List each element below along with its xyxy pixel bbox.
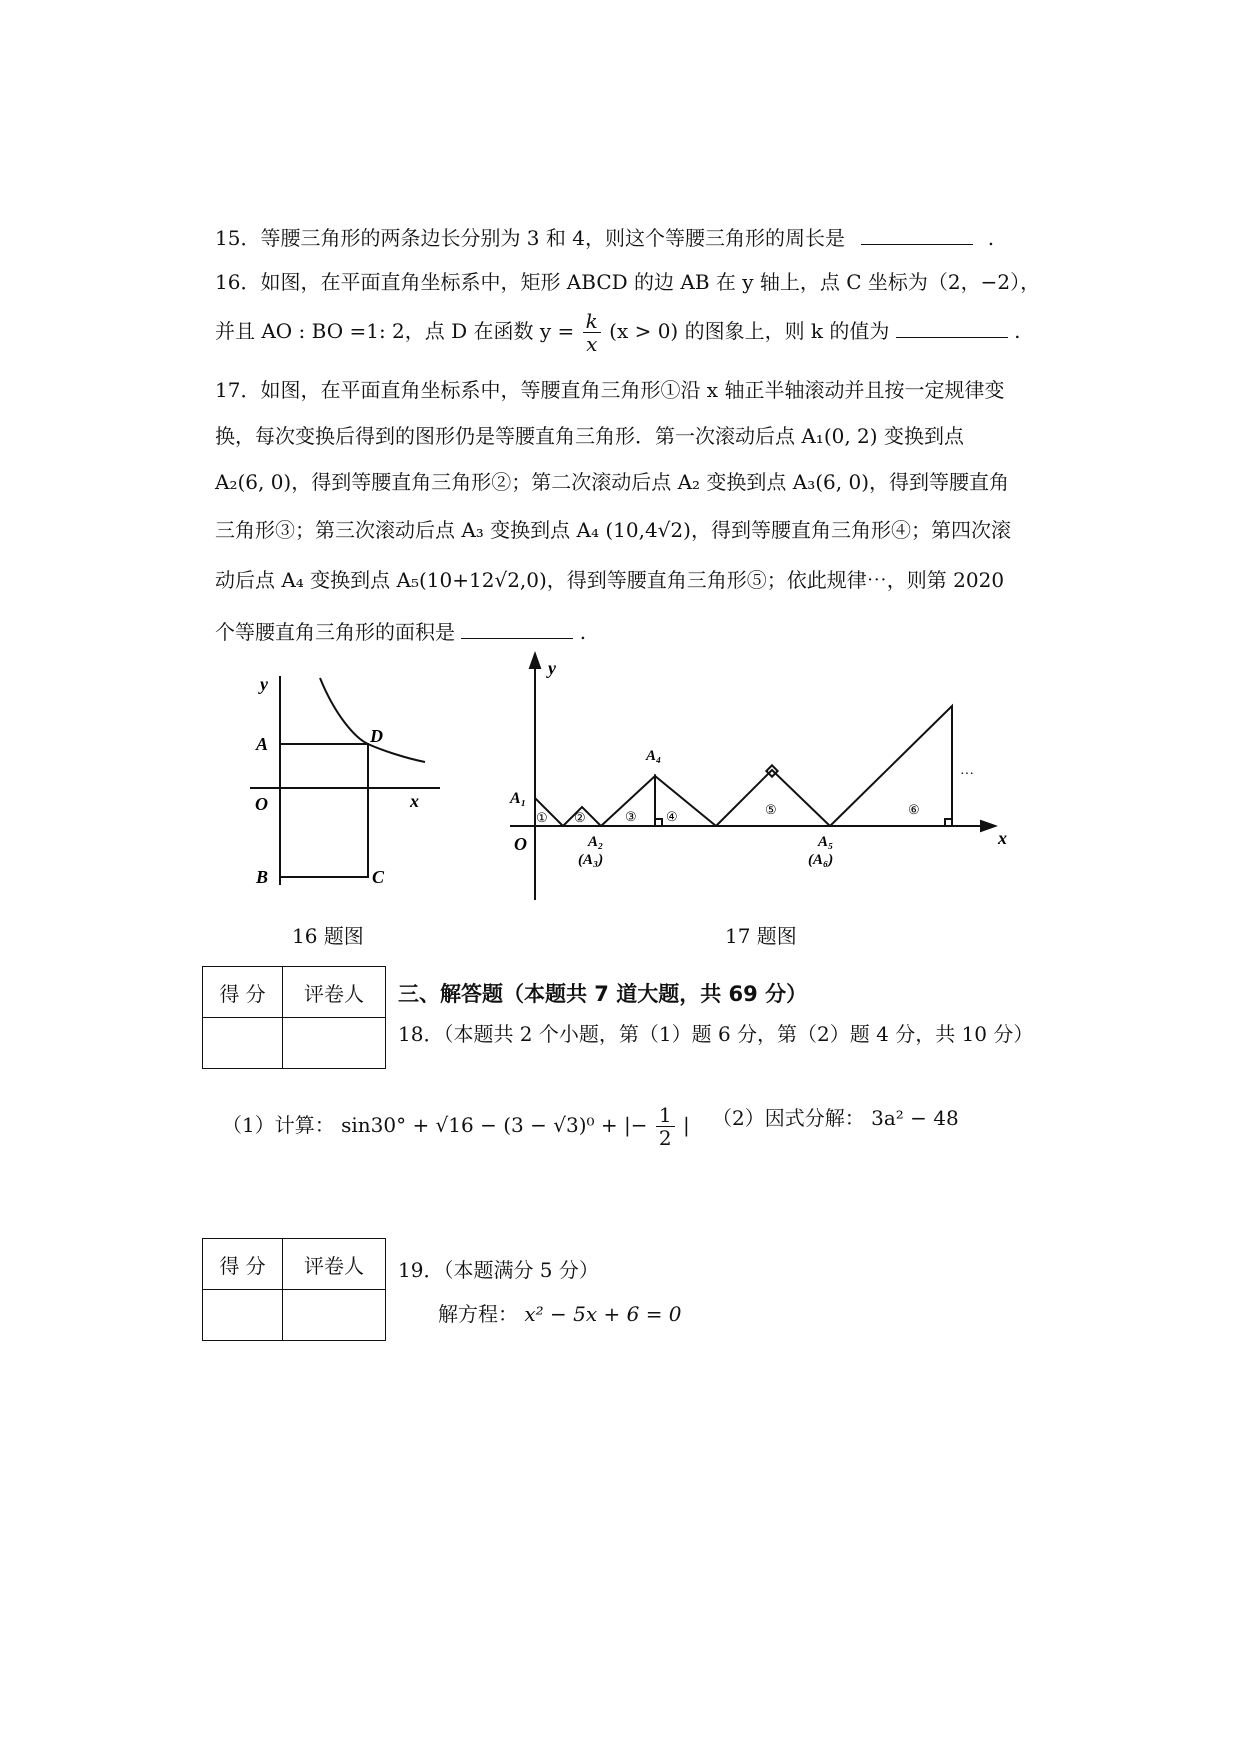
q17-answer-blank[interactable] [461, 616, 573, 639]
fig17-label-a4: A₄ [646, 748, 662, 764]
q18-p2-expr: 3a² − 48 [871, 1106, 959, 1130]
score-box-1-header-grader: 评卷人 [283, 967, 386, 1018]
section-3-title: 三、解答题（本题共 7 道大题，共 69 分） [398, 982, 808, 1006]
q18-p1-frac-num: 1 [656, 1104, 675, 1127]
q18-p1-expr-b: | [682, 1113, 690, 1137]
fig17-caption: 17 题图 [725, 924, 797, 948]
question-17-line3: A₂(6, 0)，得到等腰直角三角形②；第二次滚动后点 A₂ 变换到点 A₃(6, 0)，得到等腰直角 [215, 470, 1009, 494]
fig17-label-x: x [998, 828, 1007, 848]
fig16-label-a: A [256, 734, 269, 754]
score-box-1-header-score: 得 分 [203, 967, 283, 1018]
figure-16 [240, 670, 440, 900]
fig16-label-y: y [260, 674, 268, 694]
q16-fraction [583, 310, 601, 355]
q18-p1-frac-den: 2 [658, 1126, 672, 1150]
fig17-label-t6: ⑥ [908, 802, 920, 817]
score-box-1-grader-cell[interactable] [283, 1018, 386, 1069]
q16-text-a: 并且 AO : BO =1: 2，点 D 在函数 y = [215, 319, 575, 343]
question-19-header: 19．（本题满分 5 分） [398, 1258, 599, 1282]
score-box-2 [202, 1238, 386, 1341]
q15-text: 15．等腰三角形的两条边长分别为 3 和 4，则这个等腰三角形的周长是 [215, 226, 845, 250]
fig17-label-dots: ··· [960, 767, 974, 782]
question-18-part1 [222, 1104, 690, 1149]
q18-p2-label: （2）因式分解： [712, 1106, 865, 1130]
q16-frac-den: x [586, 332, 598, 356]
question-16-line1: 16．如图，在平面直角坐标系中，矩形 ABCD 的边 AB 在 y 轴上，点 C 坐标为（2，−2）， [215, 270, 1041, 294]
fig17-label-a3: (A₃) [578, 852, 604, 868]
fig17-label-t1: ① [536, 810, 548, 825]
question-18-part2 [712, 1104, 959, 1132]
q19-expr: x² − 5x + 6 = 0 [524, 1302, 682, 1326]
fig17-label-t3: ③ [625, 809, 637, 824]
fig17-label-t2: ② [574, 810, 586, 825]
question-19-body [438, 1300, 682, 1328]
fig16-label-o: O [255, 794, 268, 814]
question-15 [215, 222, 994, 252]
q15-period: . [987, 226, 995, 250]
score-box-2-score-cell[interactable] [203, 1290, 283, 1341]
fig17-triangle-6 [830, 706, 952, 826]
fig17-right-angle-4 [655, 819, 662, 826]
q17-text: 个等腰直角三角形的面积是 [215, 620, 455, 644]
score-box-2-header-score: 得 分 [203, 1239, 283, 1290]
question-16-line2 [215, 310, 1021, 355]
fig17-triangle-4 [655, 776, 716, 826]
fig17-label-a1: A₁ [510, 790, 527, 807]
fig17-label-a6: (A₆) [808, 852, 834, 868]
fig16-label-x: x [410, 791, 419, 811]
q18-p1-label: （1）计算： [222, 1113, 335, 1137]
fig17-label-t4: ④ [666, 809, 678, 824]
fig17-label-y: y [548, 658, 556, 678]
figure-17 [500, 650, 1020, 910]
fig16-rectangle [280, 744, 368, 877]
q18-p1-fraction [656, 1104, 675, 1149]
fig16-label-c: C [372, 867, 385, 887]
question-17-line1: 17．如图，在平面直角坐标系中，等腰直角三角形①沿 x 轴正半轴滚动并且按一定规律变 [215, 378, 1005, 402]
question-17-line4: 三角形③；第三次滚动后点 A₃ 变换到点 A₄ (10,4√2)，得到等腰直角三角形④；第四次滚 [215, 518, 1011, 542]
question-18-header: 18．（本题共 2 个小题，第（1）题 6 分，第（2）题 4 分，共 10 分） [398, 1022, 1034, 1046]
q16-period: . [1014, 319, 1021, 343]
score-box-2-header-grader: 评卷人 [283, 1239, 386, 1290]
score-box-2-grader-cell[interactable] [283, 1290, 386, 1341]
q17-period: . [579, 620, 587, 644]
q15-answer-blank[interactable] [861, 222, 973, 245]
question-17-line2: 换，每次变换后得到的图形仍是等腰直角三角形．第一次滚动后点 A₁(0, 2) 变换到点 [215, 424, 964, 448]
fig16-caption: 16 题图 [292, 924, 364, 948]
q18-p1-expr-a: sin30° + √16 − (3 − √3)⁰ + |− [341, 1113, 648, 1137]
q16-frac-num: k [583, 310, 601, 333]
score-box-1 [202, 966, 386, 1069]
fig16-hyperbola [320, 678, 425, 762]
fig17-y-arrow [530, 654, 540, 668]
question-17-line6 [215, 616, 586, 646]
fig17-label-a5: A₅ [818, 834, 834, 850]
q19-label: 解方程： [438, 1302, 518, 1326]
score-box-1-score-cell[interactable] [203, 1018, 283, 1069]
fig17-label-t5: ⑤ [765, 802, 777, 817]
fig17-triangle-5 [716, 770, 830, 826]
fig16-label-b: B [256, 867, 269, 887]
fig16-label-d: D [370, 726, 383, 746]
fig17-right-angle-6 [945, 819, 952, 826]
question-17-line5: 动后点 A₄ 变换到点 A₅(10+12√2,0)，得到等腰直角三角形⑤；依此规律⋯，则第 2020 [215, 568, 1005, 592]
fig17-x-arrow [981, 821, 995, 831]
fig17-label-a2: A₂ [588, 834, 604, 850]
fig17-label-o: O [514, 834, 527, 854]
q16-text-b: (x > 0) 的图象上，则 k 的值为 [609, 319, 890, 343]
q16-answer-blank[interactable] [896, 315, 1008, 338]
